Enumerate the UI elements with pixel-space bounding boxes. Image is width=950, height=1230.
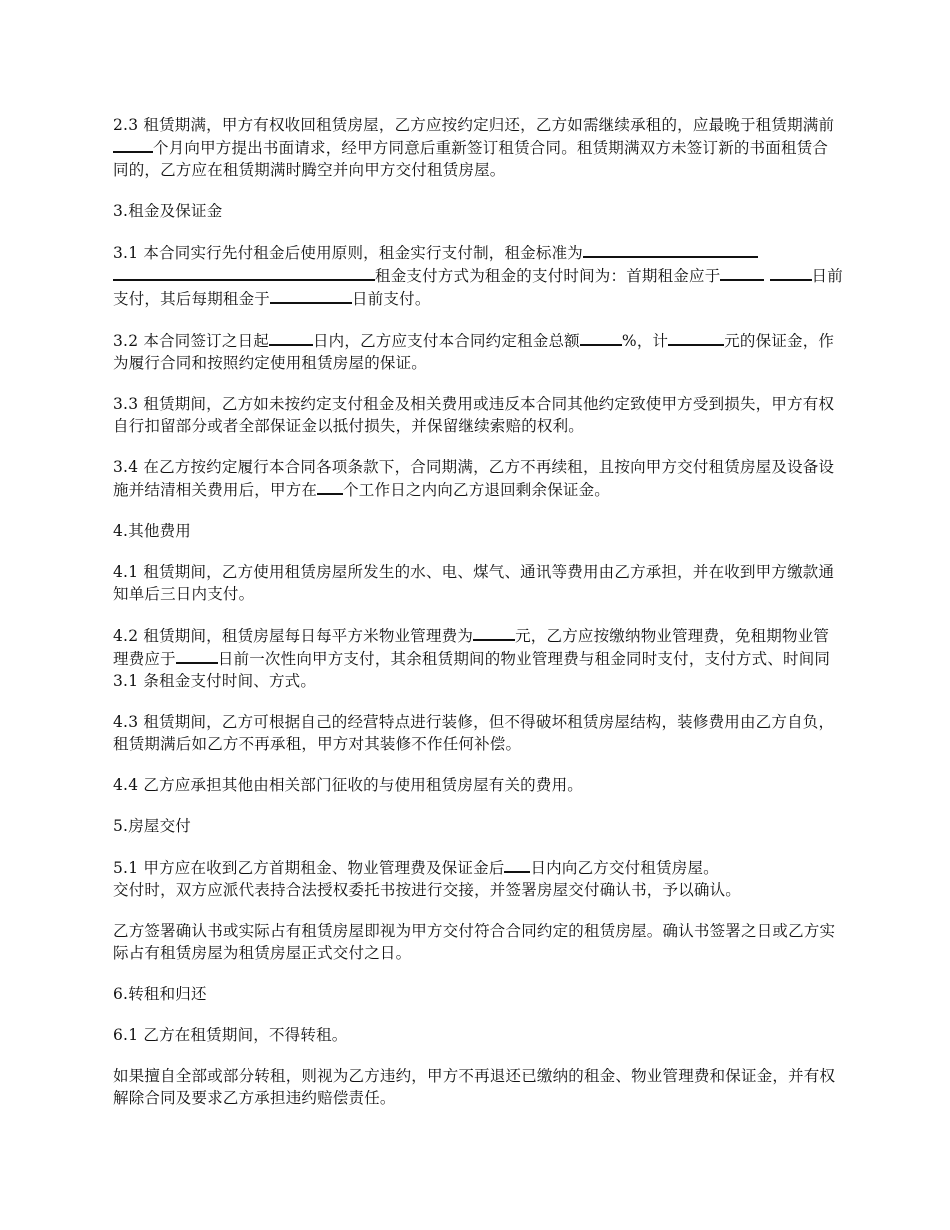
clause-text: 租金支付方式为租金的支付时间为：首期租金应于: [375, 267, 721, 285]
fill-blank[interactable]: [668, 329, 724, 346]
clause-text: 2.3 租赁期满，甲方有权收回租赁房屋，乙方应按约定归还，乙方如需继续承租的，应最晚于租赁期满前: [113, 116, 835, 134]
fill-blank[interactable]: [113, 264, 375, 281]
section-heading-5: 5.房屋交付: [113, 817, 191, 835]
clause-text: 个工作日之内向乙方退回剩余保证金。: [343, 481, 611, 499]
fill-blank[interactable]: [269, 329, 313, 346]
section-heading-3: 3.租金及保证金: [113, 202, 223, 220]
clause-4-4: 4.4 乙方应承担其他由相关部门征收的与使用租赁房屋有关的费用。: [113, 776, 583, 794]
clause-5-1: [113, 856, 843, 901]
clause-text: 日前支付。: [352, 290, 431, 308]
clause-4-1: 4.1 租赁期间，乙方使用租赁房屋所发生的水、电、煤气、通讯等费用由乙方承担，并在收到甲方缴款通知单后三日内支付。: [113, 563, 835, 603]
clause-text: 交付时，双方应派代表持合法授权委托书按进行交接，并签署房屋交付确认书，予以确认。: [113, 881, 742, 899]
clause-text: 日前支付，其后每期租金于: [113, 267, 843, 308]
clause-text: 日内向乙方交付租赁房屋。: [530, 859, 719, 877]
clause-text: 个月向甲方提出书面请求，经甲方同意后重新签订租赁合同。租赁期满双方未签订新的书面租赁合同的，乙方应在租赁期满时腾空并向甲方交付租赁房屋。: [113, 139, 829, 179]
clause-3-1: [113, 241, 843, 310]
clause-3-2: [113, 329, 843, 374]
fill-blank[interactable]: [504, 856, 530, 873]
clause-text: 3.1 本合同实行先付租金后使用原则，租金实行支付制，租金标准为: [113, 244, 583, 262]
fill-blank[interactable]: [473, 624, 515, 641]
clause-text: 元的保证金，作为履行合同和按照约定使用租赁房屋的保证。: [113, 332, 835, 372]
clause-text: %，计: [621, 332, 669, 350]
section-heading-6: 6.转租和归还: [113, 985, 207, 1003]
clause-text: 3.4 在乙方按约定履行本合同各项条款下，合同期满，乙方不再续租，且按向甲方交付租赁房屋及设备设施并结清相关费用后，甲方在: [113, 458, 835, 499]
clause-6-1: 6.1 乙方在租赁期间，不得转租。: [113, 1026, 348, 1044]
clause-text: 日内，乙方应支付本合同约定租金总额: [312, 332, 580, 350]
clause-4-3: 4.3 租赁期间，乙方可根据自己的经营特点进行装修，但不得破坏租赁房屋结构，装修费用由乙方自负，租赁期满后如乙方不再承租，甲方对其装修不作任何补偿。: [113, 713, 835, 753]
fill-blank[interactable]: [270, 287, 352, 304]
document-body: [113, 114, 843, 1128]
section-heading-4: 4.其他费用: [113, 522, 191, 540]
paragraph-sublet-penalty: 如果擅自全部或部分转租，则视为乙方违约，甲方不再退还已缴纳的租金、物业管理费和保证金，并有权解除合同及要求乙方承担违约赔偿责任。: [113, 1067, 836, 1107]
clause-text: 4.2 租赁期间，租赁房屋每日每平方米物业管理费为: [113, 627, 474, 645]
fill-blank[interactable]: [317, 478, 343, 495]
fill-blank[interactable]: [770, 264, 812, 281]
clause-text: 3.2 本合同签订之日起: [113, 332, 269, 350]
clause-3-3: 3.3 租赁期间，乙方如未按约定支付租金及相关费用或违反本合同其他约定致使甲方受到损失，甲方有权自行扣留部分或者全部保证金以抵付损失，并保留继续索赔的权利。: [113, 395, 835, 435]
fill-blank[interactable]: [583, 241, 758, 258]
clause-text: 5.1 甲方应在收到乙方首期租金、物业管理费及保证金后: [113, 859, 505, 877]
fill-blank[interactable]: [176, 647, 218, 664]
clause-text: 元，乙方应按缴纳物业管理费，免租期物业管理费应于: [113, 627, 830, 668]
fill-blank[interactable]: [720, 264, 764, 281]
clause-3-4: [113, 456, 843, 501]
clause-2-3: [113, 114, 843, 181]
clause-text: 日前一次性向甲方支付，其余租赁期间的物业管理费与租金同时支付，支付方式、时间同 3.1 条租金支付时间、方式。: [113, 650, 831, 690]
fill-blank[interactable]: [580, 329, 622, 346]
fill-blank[interactable]: [113, 136, 153, 153]
paragraph-delivery-confirmation: 乙方签署确认书或实际占有租赁房屋即视为甲方交付符合合同约定的租赁房屋。确认书签署之日或乙方实际占有租赁房屋为租赁房屋正式交付之日。: [113, 922, 836, 962]
clause-4-2: [113, 624, 843, 692]
